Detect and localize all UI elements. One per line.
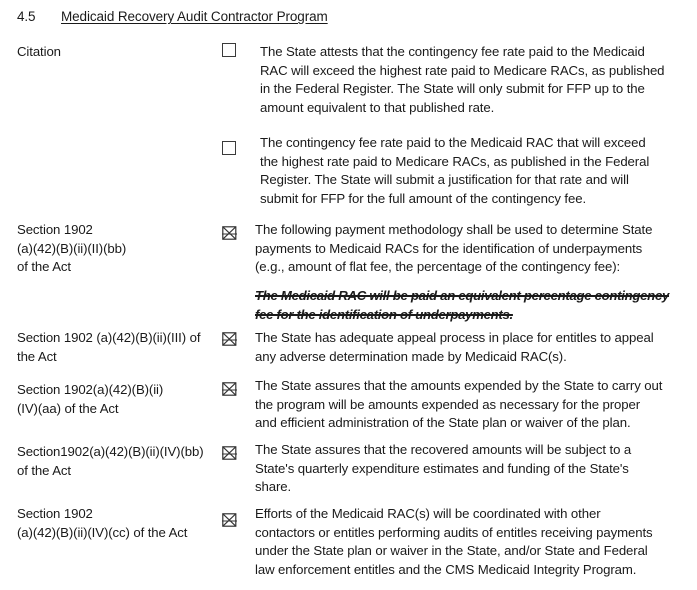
struck-methodology-text: The Medicaid RAC will be paid an equivalent percentage contingency fee for the identification of underpayments. — [255, 288, 670, 322]
citation-label: Section1902(a)(42)(B)(ii)(IV)(bb) of the Act — [17, 444, 204, 478]
section-title: Medicaid Recovery Audit Contractor Program — [61, 9, 328, 24]
section-heading — [17, 9, 328, 24]
provision-text: The following payment methodology shall be used to determine State payments to Medicaid RACs for the identification of underpayments (e.g., amount of flat fee, the percentage of the contingency fee): — [255, 222, 653, 274]
provision-text: The State has adequate appeal process in place for entitles to appeal any adverse determination made by Medicaid RAC(s). — [255, 330, 654, 364]
provision-text: The State assures that the amounts expended by the State to carry out the program will be amounts expended as necessary for the proper and efficient administration of the State plan or waiver of the plan. — [255, 378, 663, 430]
checkbox-checked-icon[interactable] — [222, 226, 236, 240]
citation-label: Section 1902 (a)(42)(B)(ii)(III) of the Act — [17, 330, 201, 364]
citation-label: Section 1902(a)(42)(B)(ii) (IV)(aa) of the Act — [17, 382, 164, 416]
citation-label: Section 1902 (a)(42)(B)(ii)(II)(bb) of the Act — [17, 222, 127, 274]
checkbox-checked-icon[interactable] — [222, 332, 236, 346]
checkbox-checked-icon[interactable] — [222, 446, 236, 460]
provision-text: The State assures that the recovered amounts will be subject to a State's quarterly expenditure estimates and funding of the State's share. — [255, 442, 632, 494]
provision-text: The contingency fee rate paid to the Medicaid RAC that will exceed the highest rate paid to Medicare RACs, as published in the Federal Register. The State will submit a justification for that rate and will submit for FFP for the full amount of the contingency fee. — [260, 135, 650, 206]
checkbox-checked-icon[interactable] — [222, 513, 236, 527]
citation-label: Citation — [17, 44, 61, 59]
checkbox-checked-icon[interactable] — [222, 382, 236, 396]
provision-text: The State attests that the contingency fee rate paid to the Medicaid RAC will exceed the highest rate paid to Medicare RACs, as published in the Federal Register. The State will only submit for FFP up to the amount equivalent to that published rate. — [260, 44, 665, 115]
checkbox-unchecked-icon[interactable] — [222, 141, 236, 155]
checkbox-unchecked-icon[interactable] — [222, 43, 236, 57]
section-number: 4.5 — [17, 9, 36, 24]
provision-text: Efforts of the Medicaid RAC(s) will be coordinated with other contactors or entitles performing audits of entitles receiving payments under the State plan or waiver in the State, and/or State and Federal law enforcement entitles and the CMS Medicaid Integrity Program. — [255, 506, 653, 577]
citation-label: Section 1902 (a)(42)(B)(ii)(IV)(cc) of the Act — [17, 506, 188, 540]
